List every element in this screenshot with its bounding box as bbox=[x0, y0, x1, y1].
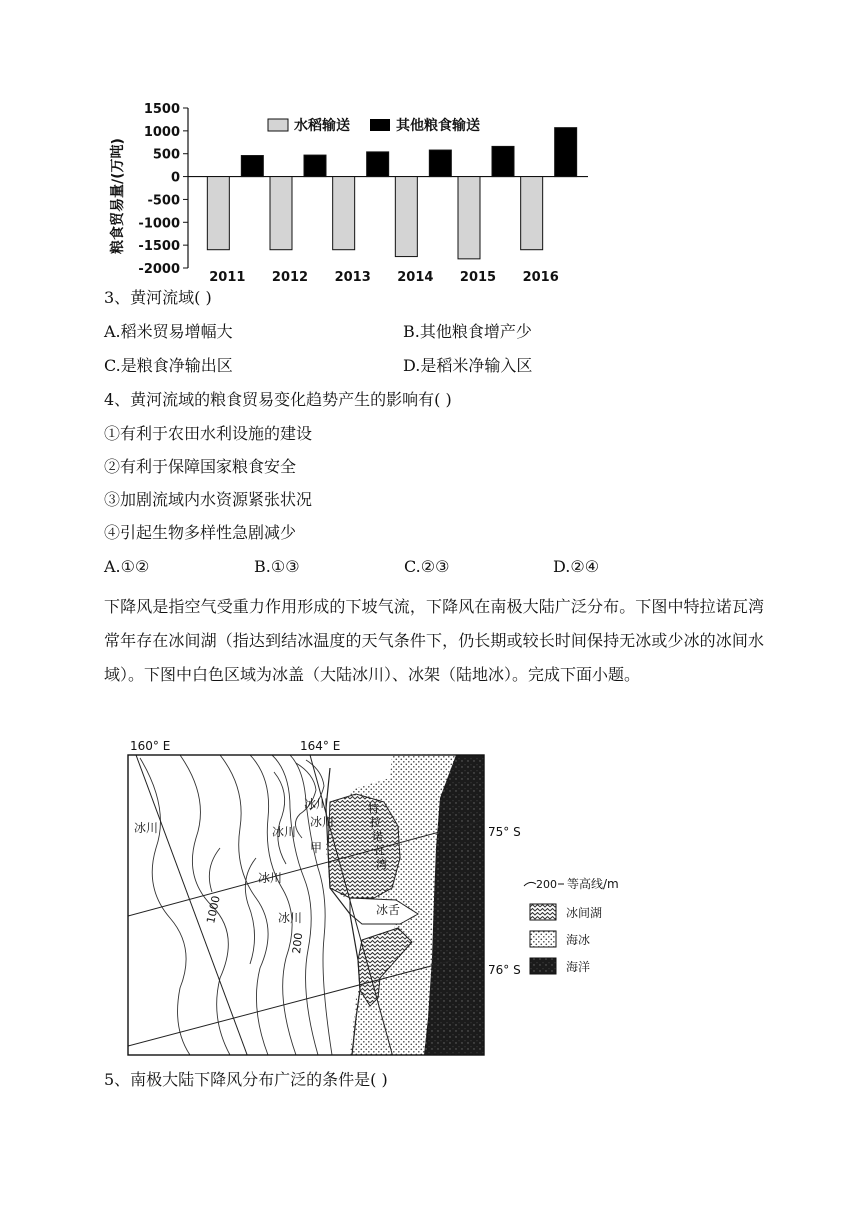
latitude-label-76: 76° S bbox=[488, 963, 521, 977]
legend-contour-value: 200 bbox=[536, 878, 557, 891]
longitude-label-160: 160° E bbox=[130, 739, 171, 753]
glacier-label: 冰川 bbox=[272, 825, 297, 839]
glacier-label: 冰川 bbox=[134, 821, 159, 835]
map-legend bbox=[524, 876, 619, 974]
ice-tongue-label: 冰舌 bbox=[376, 903, 401, 917]
terra-nova-bay-map bbox=[100, 728, 620, 1068]
q3-option-b: B.其他粮食增产少 bbox=[403, 322, 532, 341]
legend-ocean-label: 海洋 bbox=[566, 960, 591, 974]
q3-option-d: D.是稻米净输入区 bbox=[403, 356, 533, 375]
legend-polynya-swatch bbox=[530, 904, 556, 920]
latitude-label-75: 75° S bbox=[488, 825, 521, 839]
glacier-label: 冰川 bbox=[278, 911, 303, 925]
x-tick-label: 2011 bbox=[209, 270, 246, 284]
q4-item-4: ④引起生物多样性急剧减少 bbox=[104, 523, 297, 542]
legend-swatch-other bbox=[370, 119, 390, 131]
q4-item-1: ①有利于农田水利设施的建设 bbox=[104, 424, 313, 443]
q4-option-d: D.②④ bbox=[553, 557, 600, 576]
bay-char-4: 瓦 bbox=[374, 844, 385, 857]
bar-rice-2014 bbox=[395, 177, 417, 257]
bay-char-2: 拉 bbox=[370, 816, 381, 829]
bar-other-grain-2014 bbox=[429, 150, 451, 177]
q4-stem: 4、黄河流域的粮食贸易变化趋势产生的影响有( ) bbox=[104, 390, 452, 409]
glacier-label: 冰川 bbox=[304, 797, 329, 811]
legend-contour-label: 等高线/m bbox=[567, 877, 619, 891]
bar-rice-2012 bbox=[270, 177, 292, 250]
contour-label-1000: 1000 bbox=[204, 894, 223, 925]
jia-label: 甲 bbox=[310, 841, 323, 855]
grain-trade-chart bbox=[100, 98, 600, 284]
q4-option-b: B.①③ bbox=[254, 557, 300, 576]
y-tick-label: -500 bbox=[147, 193, 180, 209]
bar-other-grain-2013 bbox=[367, 152, 389, 177]
x-axis-labels bbox=[209, 270, 559, 284]
bar-other-grain-2016 bbox=[555, 128, 577, 177]
legend-label-rice: 水稻输送 bbox=[294, 118, 350, 134]
q4-item-2: ②有利于保障国家粮食安全 bbox=[104, 457, 297, 476]
passage-text: 下降风是指空气受重力作用形成的下坡气流，下降风在南极大陆广泛分布。下图中特拉诺瓦湾常年存在冰间湖（指达到结冰温度的天气条件下，仍长期或较长时间保持无冰或少冰的冰间水域）。下图中白色区域为冰盖（大陆冰川）、冰架（陆地冰）。完成下面小题。 bbox=[104, 597, 764, 684]
y-tick-label: 500 bbox=[152, 147, 180, 163]
contour-label-200: 200 bbox=[290, 932, 306, 955]
q3-option-a: A.稻米贸易增幅大 bbox=[104, 322, 233, 341]
legend-seaice-swatch bbox=[530, 931, 556, 947]
y-tick-label: -2000 bbox=[138, 262, 180, 277]
legend-label-other: 其他粮食输送 bbox=[396, 118, 480, 134]
x-tick-label: 2013 bbox=[334, 270, 371, 284]
x-tick-label: 2014 bbox=[397, 270, 434, 284]
bay-char-3: 诺 bbox=[372, 830, 383, 843]
y-tick-label: 1000 bbox=[143, 124, 180, 140]
longitude-label-164: 164° E bbox=[300, 739, 341, 753]
q3-stem: 3、黄河流域( ) bbox=[104, 288, 212, 307]
x-tick-label: 2015 bbox=[459, 270, 497, 284]
legend-seaice-label: 海冰 bbox=[566, 933, 591, 947]
legend-ocean-swatch bbox=[530, 958, 556, 974]
bar-rice-2011 bbox=[207, 177, 229, 250]
legend-polynya-label: 冰间湖 bbox=[566, 906, 603, 920]
chart-legend bbox=[268, 117, 480, 134]
q4-item-3: ③加剧流域内水资源紧张状况 bbox=[104, 490, 313, 509]
q5-stem: 5、南极大陆下降风分布广泛的条件是( ) bbox=[104, 1070, 388, 1089]
q4-option-c: C.②③ bbox=[404, 557, 450, 576]
bar-rice-2015 bbox=[458, 177, 480, 259]
legend-contour-symbol bbox=[524, 882, 536, 886]
bar-rice-2013 bbox=[333, 177, 355, 250]
y-tick-label: -1500 bbox=[138, 239, 180, 255]
y-axis-label: 粮食贸易量/(万吨) bbox=[110, 138, 126, 254]
q4-option-a: A.①② bbox=[104, 557, 150, 576]
bar-other-grain-2012 bbox=[304, 155, 326, 176]
x-tick-label: 2012 bbox=[271, 270, 309, 284]
y-tick-label: -1000 bbox=[138, 216, 180, 232]
bay-char-5: 湾 bbox=[376, 858, 387, 871]
x-tick-label: 2016 bbox=[522, 270, 559, 284]
glacier-label: 冰川 bbox=[258, 871, 283, 885]
y-tick-label: 0 bbox=[170, 170, 180, 186]
bar-other-grain-2011 bbox=[241, 156, 263, 177]
bars bbox=[207, 128, 576, 259]
bar-rice-2016 bbox=[521, 177, 543, 250]
q3-option-c: C.是粮食净输出区 bbox=[104, 356, 233, 375]
legend-swatch-rice bbox=[268, 119, 288, 131]
bar-other-grain-2015 bbox=[492, 146, 514, 176]
glacier-label: 冰川 bbox=[310, 815, 335, 829]
y-tick-label: 1500 bbox=[143, 102, 180, 117]
bay-char-1: 特 bbox=[368, 802, 379, 815]
